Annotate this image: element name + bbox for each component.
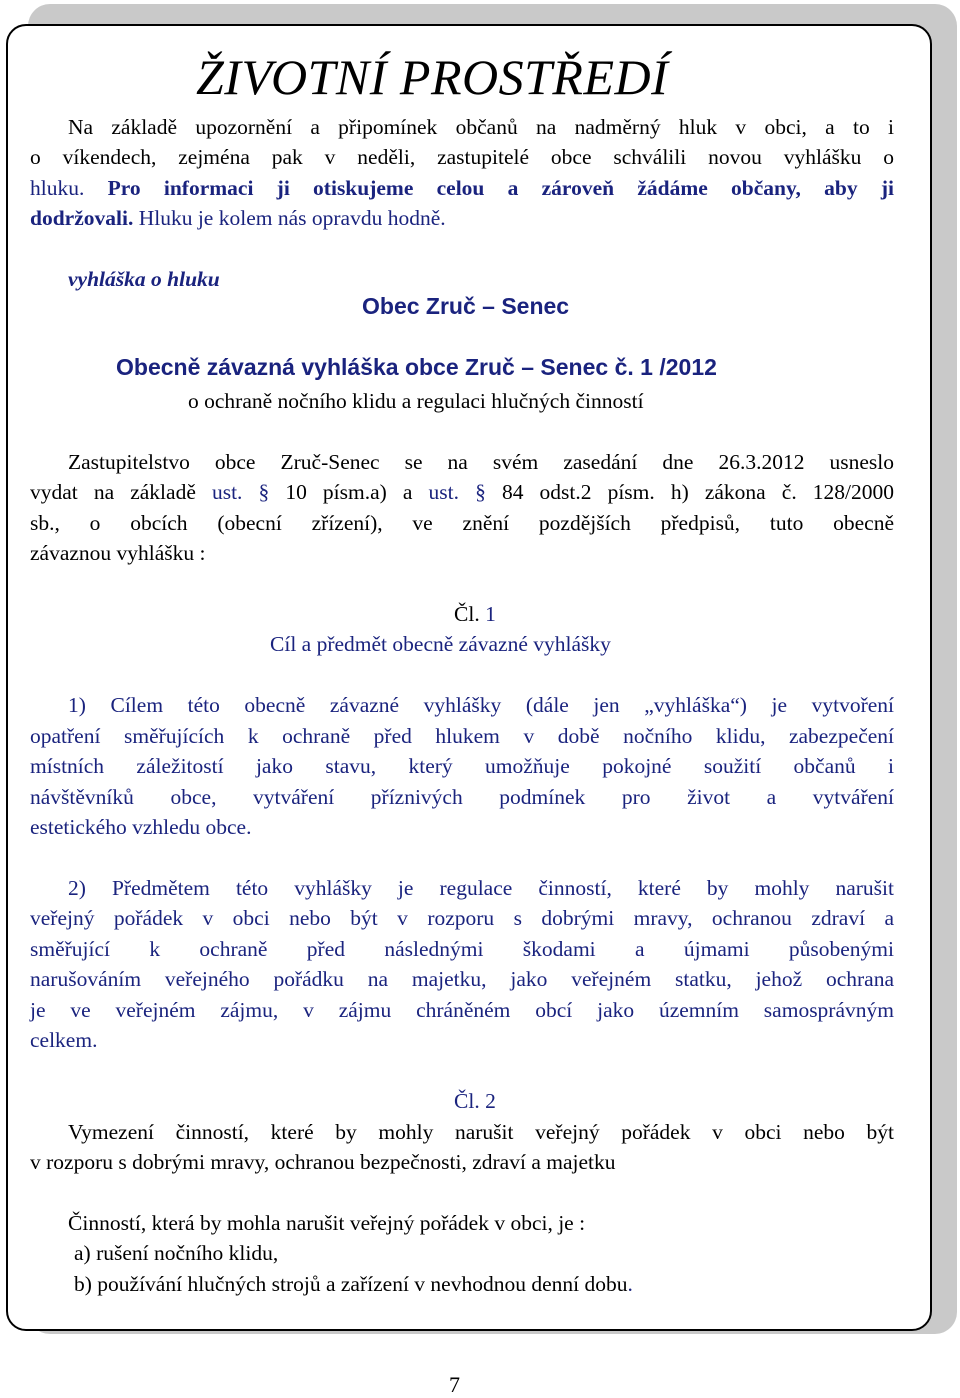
ordinance-heading (116, 354, 717, 381)
article-1-p1-line-4: návštěvníků obce, vytváření příznivých podmínek pro život a vytváření (30, 785, 894, 809)
article-1-p2-line-4: narušováním veřejného pořádku na majetku, jako veřejném statku, jehož ochrana (30, 967, 894, 991)
preamble-line-2 (30, 477, 894, 508)
article-2-item-b (74, 1269, 633, 1300)
preamble-line-4: závaznou vyhlášku : (30, 541, 206, 565)
section-sign-2: § (475, 480, 486, 504)
article-1-p2-line-3: směřující k ochraně před následnými škodami a újmami působenými (30, 937, 894, 961)
intro-line-2: o víkendech, zejména pak v neděli, zastupitelé obce schválili novou vyhlášku o (30, 145, 894, 169)
article-1-p1-line-2: opatření směřujících k ochraně před hlukem v době nočního klidu, zabezpečení (30, 724, 894, 748)
ordinance-heading-text: Obecně závazná vyhláška obce Zruč – Senec č. 1 (116, 354, 653, 380)
ordinance-subtitle: o ochraně nočního klidu a regulaci hlučných činností (188, 389, 644, 413)
article-1-p2-line-6: celkem. (30, 1028, 98, 1052)
article-1-p2-line-1: 2) Předmětem této vyhlášky je regulace činností, které by mohly narušit (68, 876, 894, 900)
section-sign-1: § (258, 480, 270, 504)
law-reference-link-2[interactable]: ust. (428, 480, 460, 504)
intro-line-3-bold: Pro informaci ji otiskujeme celou a zároveň žádáme občany, aby ji (107, 176, 894, 200)
page-number: 7 (449, 1372, 460, 1397)
article-1-p2-line-5: je ve veřejném zájmu, v zájmu chráněném obcí jako územním samosprávným (30, 998, 894, 1022)
preamble-line-3: sb., o obcích (obecní zřízení), ve znění pozdějších předpisů, tuto obecně (30, 511, 894, 535)
intro-line-3-plain: hluku. (30, 176, 108, 200)
ordinance-heading-number: /2012 (652, 354, 717, 380)
article-2-item-b-end: . (627, 1272, 633, 1296)
article-1-title: Cíl a předmět obecně závazné vyhlášky (270, 632, 611, 656)
intro-line-4-bold: dodržovali. (30, 206, 134, 230)
preamble-line-2-e: 84 odst.2 písm. h) zákona č. 128/2000 (485, 480, 895, 504)
intro-line-1: Na základě upozornění a připomínek občanů na nadměrný hluk v obci, a to i (68, 115, 894, 139)
article-1-number-digit: 1 (479, 602, 496, 626)
article-1-p1-line-5: estetického vzhledu obce. (30, 815, 252, 839)
preamble-line-2-a: vydat na základě (30, 480, 212, 504)
preamble-space-1 (242, 480, 258, 504)
page-title: ŽIVOTNÍ PROSTŘEDÍ (196, 49, 669, 105)
law-reference-link-1[interactable]: ust. (211, 480, 243, 504)
municipality-name: Obec Zruč – Senec (362, 293, 570, 319)
preamble-line-2-c: 10 písm.a) a (269, 480, 429, 504)
article-2-item-b-text: b) používání hlučných strojů a zařízení v nevhodnou denní dobu (74, 1272, 628, 1296)
article-1-p2-line-2: veřejný pořádek v obci nebo být v rozporu s dobrými mravy, ochranou zdraví a (30, 906, 894, 930)
article-2-number: Čl. 2 (454, 1089, 496, 1113)
intro-line-4 (30, 203, 446, 234)
preamble-space-2 (459, 480, 475, 504)
article-1-number (454, 599, 496, 630)
article-1-number-label: Čl. (454, 602, 480, 626)
intro-line-4-plain: Hluku je kolem nás opravdu hodně. (133, 206, 446, 230)
article-2-title-line-2: v rozporu s dobrými mravy, ochranou bezpečnosti, zdraví a majetku (30, 1150, 616, 1174)
preamble-line-1: Zastupitelstvo obce Zruč-Senec se na svém zasedání dne 26.3.2012 usneslo (68, 450, 894, 474)
article-2-list-intro: Činností, která by mohla narušit veřejný pořádek v obci, je : (68, 1211, 586, 1235)
ordinance-label: vyhláška o hluku (68, 267, 220, 291)
article-1-p1-line-1: 1) Cílem této obecně závazné vyhlášky (dále jen „vyhláška“) je vytvoření (68, 693, 894, 717)
intro-line-3 (30, 173, 894, 204)
article-2-item-a: a) rušení nočního klidu, (74, 1241, 279, 1265)
article-2-title-line-1: Vymezení činností, které by mohly narušit veřejný pořádek v obci nebo být (68, 1120, 894, 1144)
article-1-p1-line-3: místních záležitostí jako stavu, který umožňuje pokojné soužití občanů i (30, 754, 894, 778)
